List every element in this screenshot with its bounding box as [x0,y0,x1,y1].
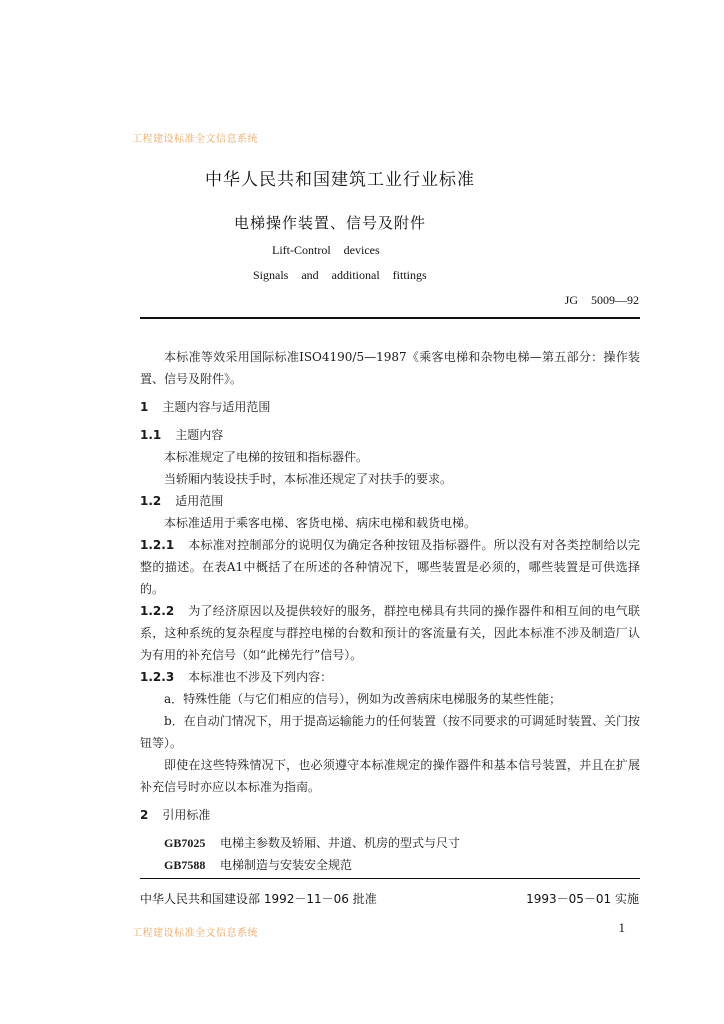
doc-title-en-line1: Lift-Control devices [272,243,380,257]
clause-1-2-3 [140,666,332,688]
reference-code: GB7588 [164,858,206,872]
clause-1-2-1-text: 本标准对控制部分的说明仅为确定各种按钮及指标器件。所以没有对各类控制给以完整的描述。在表A1中概括了在所述的各种情况下，哪些装置是必须的，哪些装置是可供选择的。 [140,538,640,596]
section-1-title: 主题内容与适用范围 [162,400,271,414]
subsection-1-1-title: 主题内容 [175,428,224,442]
reference-title: 电梯主参数及轿厢、井道、机房的型式与尺寸 [220,836,461,850]
clause-1-2-3-item-a: a．特殊性能（与它们相应的信号），例如为改善病床电梯服务的某些性能； [164,692,562,706]
doc-title-en-line2: Signals and additional fittings [253,268,427,282]
section-1-number: 1 [140,400,149,414]
intro-paragraph: 本标准等效采用国际标准ISO4190/5—1987《乘客电梯和杂物电梯—第五部分：操作装置、信号及附件》。 [140,350,640,386]
subsection-1-2-heading [140,490,223,512]
approval-date: 中华人民共和国建设部 1992－11－06 批准 [140,892,377,906]
subsection-1-1-number: 1.1 [140,428,162,442]
section-2-number: 2 [140,808,149,822]
subsection-1-1-line2: 当轿厢内装设扶手时，本标准还规定了对扶手的要求。 [164,472,453,486]
clause-1-2-3-text: 本标准也不涉及下列内容： [188,670,333,684]
org-title: 中华人民共和国建筑工业行业标准 [205,170,475,190]
clause-1-2-1 [140,534,640,600]
subsection-1-2-line1: 本标准适用于乘客电梯、客货电梯、病床电梯和载货电梯。 [164,516,477,530]
subsection-1-1-line1: 本标准规定了电梯的按钮和指标器件。 [164,450,369,464]
reference-item [164,832,460,854]
clause-1-2-2 [140,600,640,666]
section-2-heading [140,804,210,826]
clause-1-2-3-closing: 即使在这些特殊情况下，也必须遵守本标准规定的操作器件和基本信号装置，并且在扩展补充信号时亦应以本标准为指南。 [140,758,640,794]
page-number: 1 [618,920,625,935]
watermark-bottom: 工程建设标准全文信息系统 [132,928,258,939]
clause-1-2-2-number: 1.2.2 [140,604,175,618]
reference-code: GB7025 [164,836,206,850]
doc-title-cn: 电梯操作装置、信号及附件 [234,214,427,232]
subsection-1-2-number: 1.2 [140,494,162,508]
clause-1-2-1-number: 1.2.1 [140,538,175,552]
clause-1-2-3-item-b: b．在自动门情况下，用于提高运输能力的任何装置（按不同要求的可调延时装置、关门按钮等）。 [140,714,640,750]
header-rule [140,317,640,319]
footer-rule [140,878,640,879]
reference-item [164,854,352,876]
subsection-1-1-heading [140,424,223,446]
section-2-title: 引用标准 [162,808,211,822]
clause-1-2-2-text: 为了经济原因以及提供较好的服务，群控电梯具有共同的操作器件和相互间的电气联系，这种系统的复杂程度与群控电梯的台数和预计的客流量有关，因此本标准不涉及制造厂认为有用的补充信号（如“此梯先行”信号）。 [140,604,640,662]
standard-code: JG 5009—92 [564,293,639,307]
section-1-heading [140,396,270,418]
implementation-date: 1993－05－01 实施 [526,892,639,906]
subsection-1-2-title: 适用范围 [175,494,224,508]
reference-title: 电梯制造与安装安全规范 [220,858,353,872]
watermark-top: 工程建设标准全文信息系统 [132,134,258,145]
clause-1-2-3-number: 1.2.3 [140,670,175,684]
